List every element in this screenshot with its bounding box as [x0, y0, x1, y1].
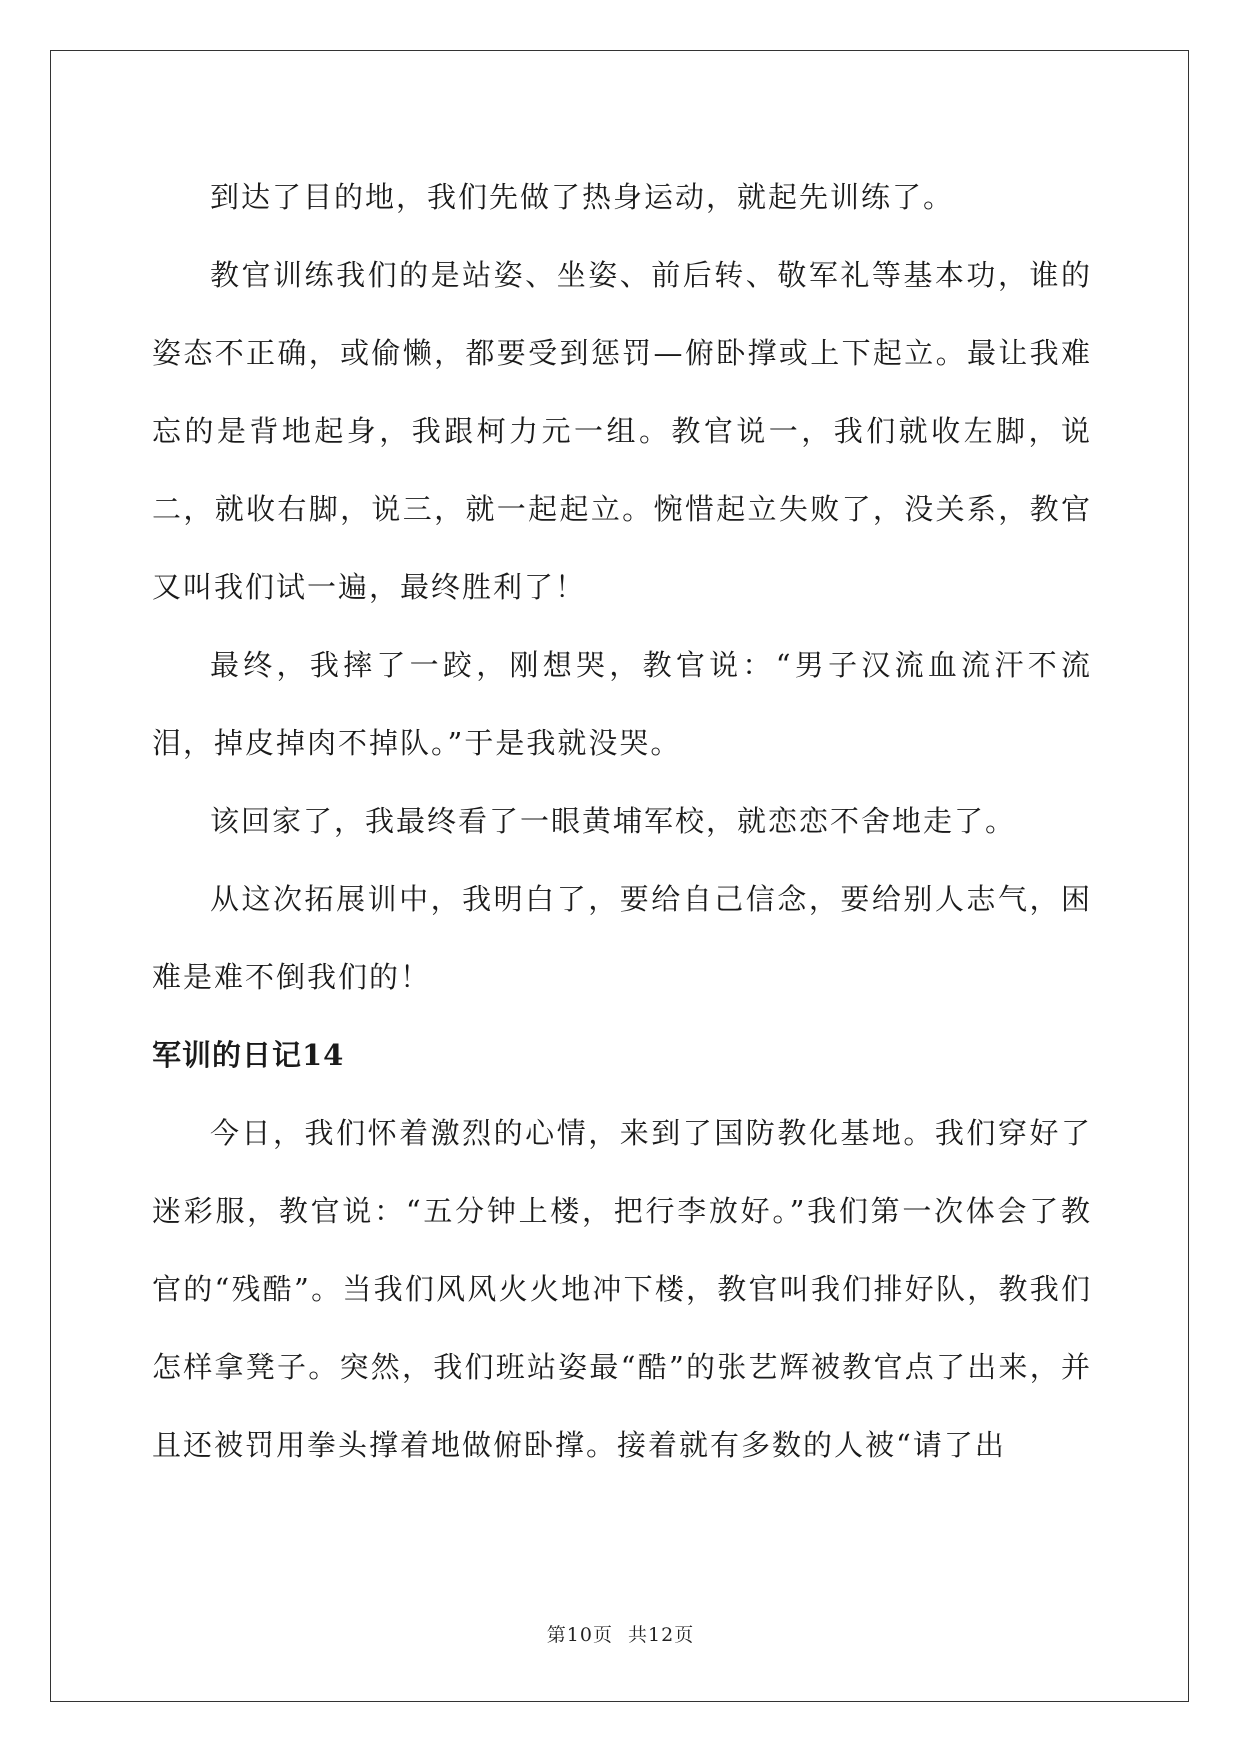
page-footer — [0, 1620, 1241, 1647]
paragraph-5: 从这次拓展训中，我明白了，要给自己信念，要给别人志气，困难是难不倒我们的！ — [152, 882, 1092, 994]
paragraph-3: 最终，我摔了一跤，刚想哭，教官说：“男子汉流血流汗不流泪，掉皮掉肉不掉队。”于是我就没哭。 — [152, 648, 1092, 760]
paragraph-6: 今日，我们怀着激烈的心情，来到了国防教化基地。我们穿好了迷彩服，教官说：“五分钟上楼，把行李放好。”我们第一次体会了教官的“残酷”。当我们风风火火地冲下楼，教官叫我们排好队，教我们怎样拿凳子。突然，我们班站姿最“酷”的张艺辉被教官点了出来，并且还被罚用拳头撑着地做俯卧撑。接着就有多数的人被“请了出 — [152, 1116, 1092, 1462]
paragraph-1: 到达了目的地，我们先做了热身运动，就起先训练了。 — [210, 180, 955, 214]
section-heading: 军训的日记14 — [152, 1038, 345, 1072]
page-number-total: 共12页 — [628, 1624, 695, 1646]
document-body — [152, 158, 1092, 1484]
paragraph-2: 教官训练我们的是站姿、坐姿、前后转、敬军礼等基本功，谁的姿态不正确，或偷懒，都要受到惩罚—俯卧撑或上下起立。最让我难忘的是背地起身，我跟柯力元一组。教官说一，我们就收左脚，说二，就收右脚，说三，就一起起立。惋惜起立失败了，没关系，教官又叫我们试一遍，最终胜利了！ — [152, 258, 1092, 604]
page-number-current: 第10页 — [546, 1624, 613, 1646]
paragraph-4: 该回家了，我最终看了一眼黄埔军校，就恋恋不舍地走了。 — [210, 804, 1017, 838]
